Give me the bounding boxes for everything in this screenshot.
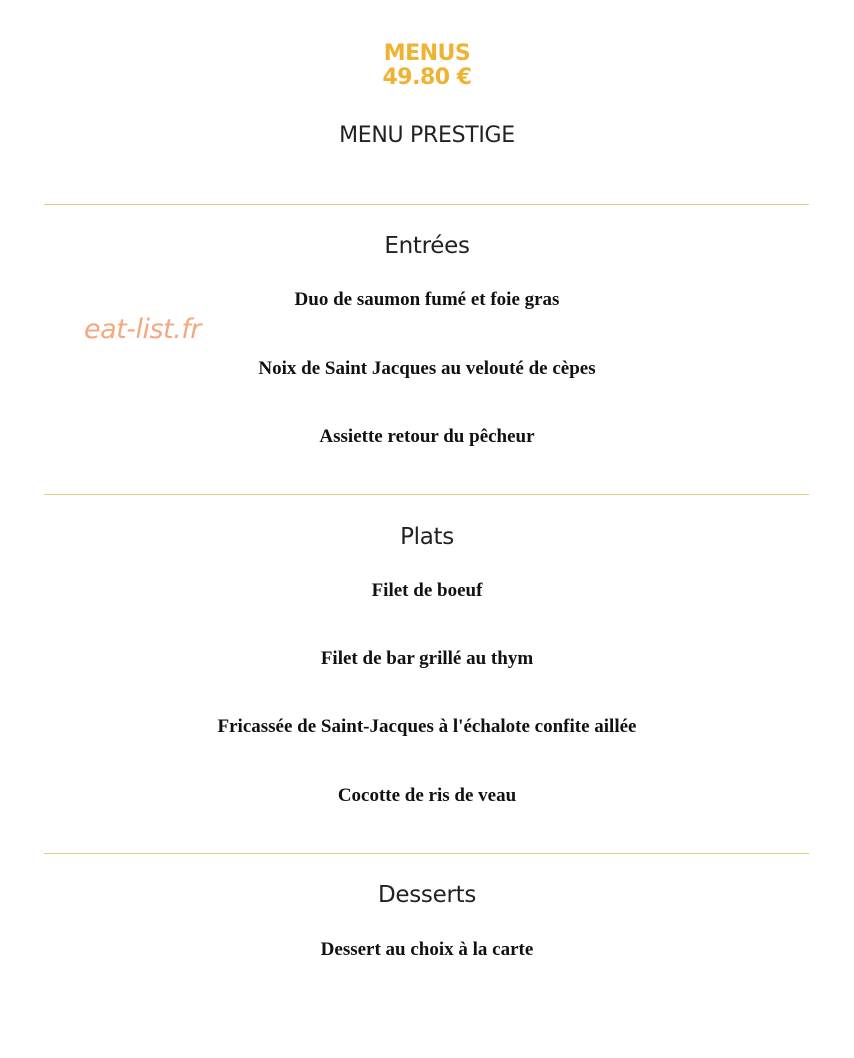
section-title-entrees: Entrées xyxy=(384,233,470,259)
dish-item: Duo de saumon fumé et foie gras xyxy=(294,289,560,310)
dish-item: Dessert au choix à la carte xyxy=(320,939,534,960)
section-divider xyxy=(44,494,809,495)
dish-item: Noix de Saint Jacques au velouté de cèpes xyxy=(258,358,596,379)
menu-name: MENU PRESTIGE xyxy=(339,123,515,148)
dish-item: Filet de bar grillé au thym xyxy=(320,648,534,669)
dish-item: Filet de boeuf xyxy=(371,580,483,601)
menus-heading: MENUS xyxy=(383,41,471,66)
dish-item: Cocotte de ris de veau xyxy=(337,785,517,806)
section-title-desserts: Desserts xyxy=(377,882,477,908)
section-divider xyxy=(44,853,809,854)
dish-item: Assiette retour du pêcheur xyxy=(319,426,535,447)
menu-price: 49.80 € xyxy=(382,65,472,90)
dish-item: Fricassée de Saint-Jacques à l'échalote confite aillée xyxy=(217,716,637,737)
watermark-text: eat-list.fr xyxy=(84,314,201,345)
section-title-plats: Plats xyxy=(400,524,454,550)
section-divider xyxy=(44,204,809,205)
